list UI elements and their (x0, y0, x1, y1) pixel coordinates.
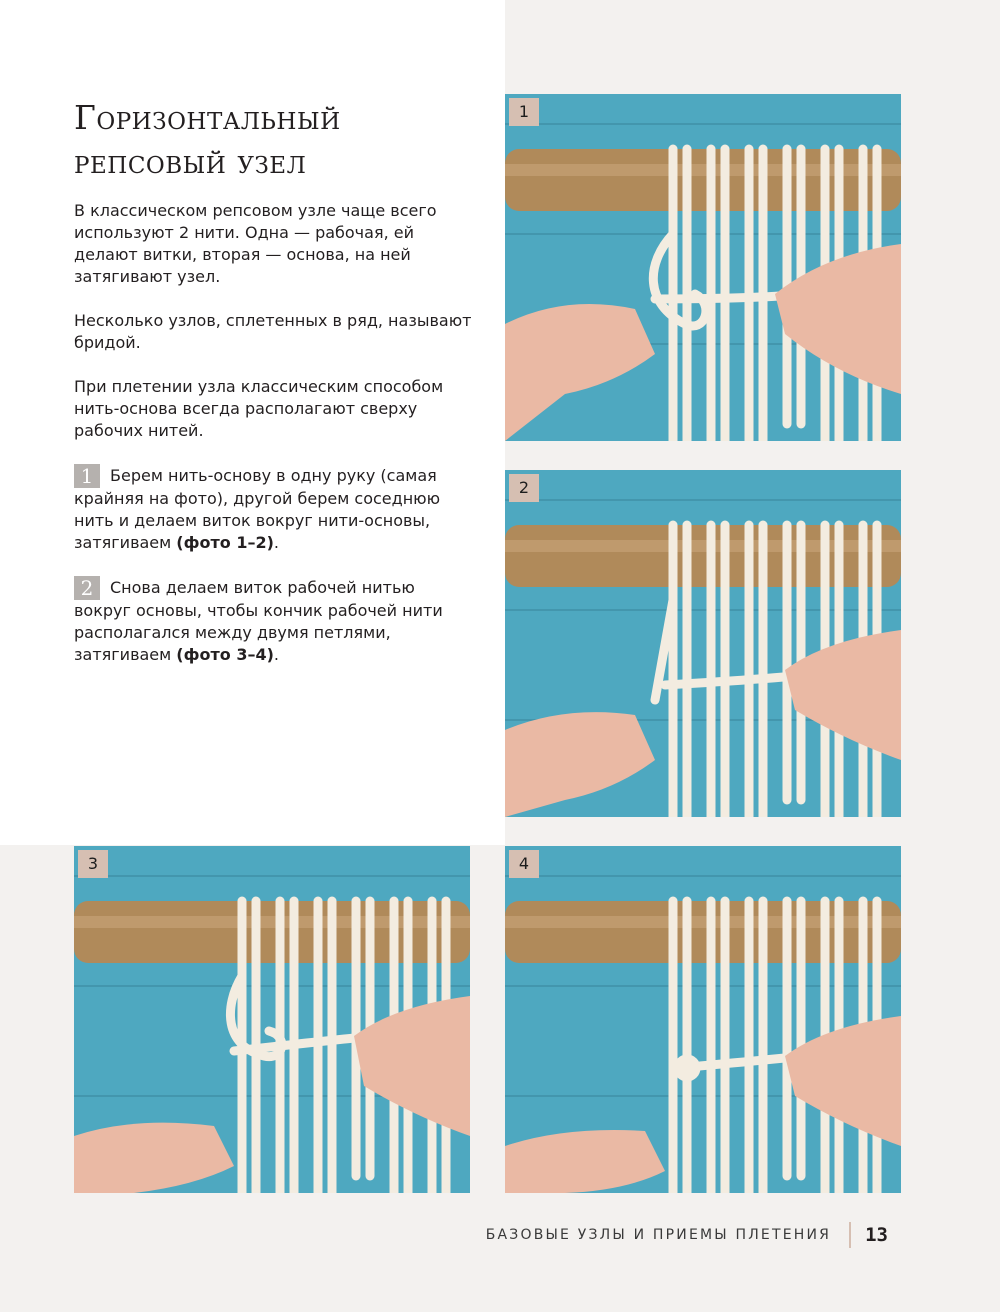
step-1 (74, 464, 474, 554)
macrame-photo-illustration (74, 846, 470, 1193)
title-line-1: Горизонтальный (74, 98, 341, 137)
macrame-photo-illustration (505, 470, 901, 817)
title-line-2: репсовый узел (74, 142, 307, 181)
photo-reference: (фото 1–2) (176, 533, 274, 552)
photo-number-label: 3 (78, 850, 108, 878)
paragraph: Несколько узлов, сплетенных в ряд, называют бридой. (74, 311, 472, 352)
paragraph: При плетении узла классическим способом нить-основа всегда располагают сверху рабочих нитей. (74, 377, 444, 440)
photo-3 (74, 846, 470, 1193)
step-number-badge: 2 (74, 576, 100, 600)
step-text: Берем нить-основу в одну руку (самая крайняя на фото), другой берем соседнюю нить и делаем виток вокруг нити-основы, затягиваем (74, 466, 441, 552)
step-end: . (273, 645, 279, 664)
photo-number-label: 4 (509, 850, 539, 878)
photo-1 (505, 94, 901, 441)
photo-number-label: 2 (509, 474, 539, 502)
photo-4 (505, 846, 901, 1193)
paragraph: В классическом репсовом узле чаще всего используют 2 нити. Одна — рабочая, ей делают витки, вторая — основа, на ней затягивают узел. (74, 201, 437, 286)
step-text: Снова делаем виток рабочей нитью вокруг основы, чтобы кончик рабочей нити располагался между двумя петлями, затягиваем (74, 578, 443, 664)
step-number-badge: 1 (74, 464, 100, 488)
body-text (74, 200, 474, 688)
macrame-photo-illustration (505, 94, 901, 441)
photo-reference: (фото 3–4) (176, 645, 274, 664)
section-name: БАЗОВЫЕ УЗЛЫ И ПРИЕМЫ ПЛЕТЕНИЯ (485, 1227, 832, 1243)
step-2 (74, 576, 474, 666)
footer-divider (849, 1222, 851, 1248)
page-title (74, 96, 341, 184)
macrame-photo-illustration (505, 846, 901, 1193)
page-number: 13 (865, 1224, 888, 1246)
photo-2 (505, 470, 901, 817)
photo-number-label: 1 (509, 98, 539, 126)
page-footer (486, 1222, 888, 1248)
step-end: . (273, 533, 279, 552)
